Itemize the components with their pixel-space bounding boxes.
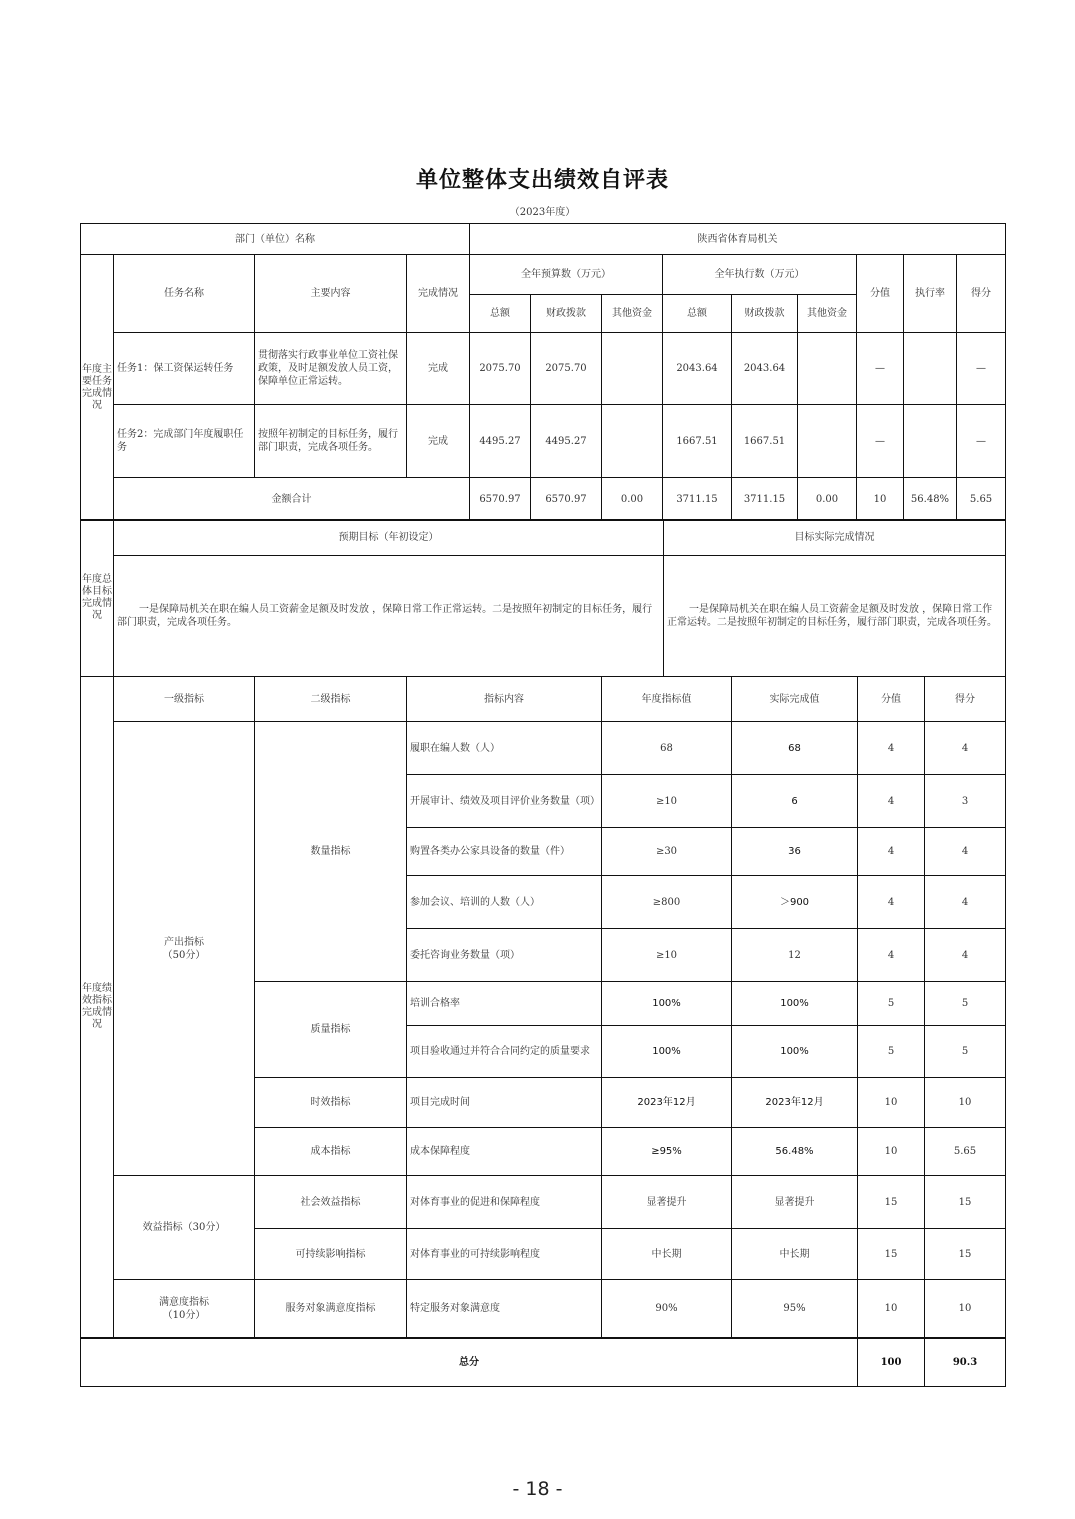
indicator-content: 开展审计、绩效及项目评价业务数量（项）: [407, 775, 602, 828]
indicator-target: 100%: [602, 982, 732, 1026]
indicator-content: 委托咨询业务数量（项）: [407, 929, 602, 982]
sum-row: [81, 478, 1006, 521]
indicator-score: 5: [925, 1026, 1006, 1078]
indicator-score-value: 5: [858, 982, 925, 1026]
indicator-score: 3: [925, 775, 1006, 828]
table-row: [81, 1280, 1006, 1338]
indicator-target: 中长期: [602, 1229, 732, 1280]
indicator-table: [80, 676, 1006, 1338]
score: —: [957, 333, 1006, 405]
header-budget-group: 全年预算数（万元）: [470, 255, 663, 295]
indicator-content: 培训合格率: [407, 982, 602, 1026]
sum-exec-fiscal: 3711.15: [732, 478, 798, 521]
page-number: - 18 -: [512, 1478, 563, 1500]
indicator-actual: 36: [732, 828, 858, 876]
indicator-content: 成本保障程度: [407, 1128, 602, 1176]
task-status: 完成: [407, 405, 470, 478]
indicator-score: 15: [925, 1176, 1006, 1229]
indicator-score: 4: [925, 828, 1006, 876]
indicator-content: 履职在编人数（人）: [407, 722, 602, 775]
group-benefit: 效益指标（30分）: [114, 1176, 255, 1280]
sum-budget-other: 0.00: [602, 478, 663, 521]
dept-value: 陕西省体育局机关: [470, 224, 1006, 255]
header-exec-fiscal: 财政拨款: [732, 295, 798, 333]
indicator-target: ≥10: [602, 775, 732, 828]
task-name: 任务1：保工资保运转任务: [114, 333, 255, 405]
indicator-target: ≥800: [602, 876, 732, 929]
score: —: [957, 405, 1006, 478]
exec-other: [798, 405, 857, 478]
header-level2: 二级指标: [255, 677, 407, 722]
goals-actual-text: 一是保障局机关在职在编人员工资薪金足额及时发放 ，保障日常工作正常运转。二是按照年初制定的目标任务，履行部门职责，完成各项任务。: [664, 556, 1006, 677]
indicator-actual: ＞900: [732, 876, 858, 929]
header-budget-other: 其他资金: [602, 295, 663, 333]
group-satisfaction: 满意度指标 （10分）: [114, 1280, 255, 1338]
indicator-actual: 中长期: [732, 1229, 858, 1280]
table-row: [81, 333, 1006, 405]
header-exec-other: 其他资金: [798, 295, 857, 333]
sub-quantity: 数量指标: [255, 722, 407, 982]
indicator-actual: 95%: [732, 1280, 858, 1338]
indicator-content: 对体育事业的可持续影响程度: [407, 1229, 602, 1280]
exec-fiscal: 1667.51: [732, 405, 798, 478]
goals-actual-header: 目标实际完成情况: [664, 520, 1006, 556]
indicator-score: 15: [925, 1229, 1006, 1280]
task-content: 按照年初制定的目标任务，履行部门职责，完成各项任务。: [255, 405, 407, 478]
exec-fiscal: 2043.64: [732, 333, 798, 405]
exec-rate: [904, 333, 957, 405]
total-label: 总分: [81, 1339, 858, 1387]
header-score: 得分: [925, 677, 1006, 722]
indicator-score-value: 4: [858, 828, 925, 876]
indicator-actual: 56.48%: [732, 1128, 858, 1176]
sum-exec-total: 3711.15: [663, 478, 732, 521]
indicator-target: 显著提升: [602, 1176, 732, 1229]
header-budget-total: 总额: [470, 295, 531, 333]
exec-total: 1667.51: [663, 405, 732, 478]
indicator-actual: 68: [732, 722, 858, 775]
goals-expected-header: 预期目标（年初设定）: [114, 520, 664, 556]
indicator-score: 4: [925, 722, 1006, 775]
indicator-score-value: 5: [858, 1026, 925, 1078]
indicator-score: 5: [925, 982, 1006, 1026]
group-output: 产出指标 （50分）: [114, 722, 255, 1176]
header-exec-total: 总额: [663, 295, 732, 333]
page-subtitle: （2023年度）: [509, 207, 576, 218]
indicator-content: 特定服务对象满意度: [407, 1280, 602, 1338]
table-row: [81, 722, 1006, 775]
indicator-target: 90%: [602, 1280, 732, 1338]
header-score-value: 分值: [858, 677, 925, 722]
task-status: 完成: [407, 333, 470, 405]
header-exec-rate: 执行率: [904, 255, 957, 333]
sum-budget-fiscal: 6570.97: [531, 478, 602, 521]
indicator-content: 项目验收通过并符合合同约定的质量要求: [407, 1026, 602, 1078]
budget-other: [602, 405, 663, 478]
sub-sustain: 可持续影响指标: [255, 1229, 407, 1280]
header-content: 指标内容: [407, 677, 602, 722]
indicator-target: ≥30: [602, 828, 732, 876]
total-score-value: 100: [858, 1339, 925, 1387]
header-score-value: 分值: [857, 255, 904, 333]
budget-fiscal: 4495.27: [531, 405, 602, 478]
indicator-actual: 显著提升: [732, 1176, 858, 1229]
indicator-target: ≥10: [602, 929, 732, 982]
header-task-name: 任务名称: [114, 255, 255, 333]
indicator-score-value: 4: [858, 775, 925, 828]
sum-label: 金额合计: [114, 478, 470, 521]
table-row: [81, 405, 1006, 478]
indicator-target: 100%: [602, 1026, 732, 1078]
indicator-actual: 6: [732, 775, 858, 828]
dept-label: 部门（单位）名称: [81, 224, 470, 255]
sub-social: 社会效益指标: [255, 1176, 407, 1229]
header-target: 年度指标值: [602, 677, 732, 722]
indicator-score-value: 4: [858, 929, 925, 982]
indicator-actual: 2023年12月: [732, 1078, 858, 1128]
header-task-content: 主要内容: [255, 255, 407, 333]
indicator-score: 10: [925, 1280, 1006, 1338]
task-content: 贯彻落实行政事业单位工资社保政策，及时足额发放人员工资，保障单位正常运转。: [255, 333, 407, 405]
indicator-content: 参加会议、培训的人数（人）: [407, 876, 602, 929]
indicator-content: 项目完成时间: [407, 1078, 602, 1128]
indicator-score-value: 10: [858, 1280, 925, 1338]
exec-total: 2043.64: [663, 333, 732, 405]
sum-score-value: 10: [857, 478, 904, 521]
indicator-content: 购置各类办公家具设备的数量（件）: [407, 828, 602, 876]
sum-score: 5.65: [957, 478, 1006, 521]
sub-quality: 质量指标: [255, 982, 407, 1078]
indicator-actual: 100%: [732, 982, 858, 1026]
header-actual: 实际完成值: [732, 677, 858, 722]
indicator-score: 10: [925, 1078, 1006, 1128]
goals-table: [80, 519, 1006, 677]
table-row: [81, 1176, 1006, 1229]
goals-section-label: 年度总体目标完成情况: [81, 520, 114, 677]
budget-total: 4495.27: [470, 405, 531, 478]
sum-exec-rate: 56.48%: [904, 478, 957, 521]
sum-budget-total: 6570.97: [470, 478, 531, 521]
total-row: [81, 1339, 1006, 1387]
indicator-score: 4: [925, 876, 1006, 929]
header-budget-fiscal: 财政拨款: [531, 295, 602, 333]
indicators-section-label: 年度绩效指标完成情况: [81, 677, 114, 1338]
sum-exec-other: 0.00: [798, 478, 857, 521]
sub-service: 服务对象满意度指标: [255, 1280, 407, 1338]
score-value: —: [857, 405, 904, 478]
indicator-actual: 100%: [732, 1026, 858, 1078]
indicator-score-value: 4: [858, 876, 925, 929]
indicator-score: 5.65: [925, 1128, 1006, 1176]
sub-cost: 成本指标: [255, 1128, 407, 1176]
task-name: 任务2：完成部门年度履职任务: [114, 405, 255, 478]
indicator-score: 4: [925, 929, 1006, 982]
indicator-target: 68: [602, 722, 732, 775]
tasks-section-label: 年度主要任务完成情况: [81, 255, 114, 521]
page-title: 单位整体支出绩效自评表: [415, 168, 669, 193]
budget-total: 2075.70: [470, 333, 531, 405]
exec-other: [798, 333, 857, 405]
header-task-status: 完成情况: [407, 255, 470, 333]
header-level1: 一级指标: [114, 677, 255, 722]
total-table: [80, 1338, 1006, 1387]
sub-timeliness: 时效指标: [255, 1078, 407, 1128]
indicator-score-value: 10: [858, 1128, 925, 1176]
indicator-score-value: 4: [858, 722, 925, 775]
header-exec-group: 全年执行数（万元）: [663, 255, 857, 295]
indicator-content: 对体育事业的促进和保障程度: [407, 1176, 602, 1229]
goals-expected-text: 一是保障局机关在职在编人员工资薪金足额及时发放 ，保障日常工作正常运转。二是按照年初制定的目标任务，履行部门职责，完成各项任务。: [114, 556, 664, 677]
budget-other: [602, 333, 663, 405]
total-score: 90.3: [925, 1339, 1006, 1387]
indicator-score-value: 10: [858, 1078, 925, 1128]
exec-rate: [904, 405, 957, 478]
task-table: [80, 223, 1006, 521]
indicator-score-value: 15: [858, 1176, 925, 1229]
score-value: —: [857, 333, 904, 405]
indicator-target: ≥95%: [602, 1128, 732, 1176]
header-score: 得分: [957, 255, 1006, 333]
indicator-score-value: 15: [858, 1229, 925, 1280]
budget-fiscal: 2075.70: [531, 333, 602, 405]
indicator-actual: 12: [732, 929, 858, 982]
indicator-target: 2023年12月: [602, 1078, 732, 1128]
